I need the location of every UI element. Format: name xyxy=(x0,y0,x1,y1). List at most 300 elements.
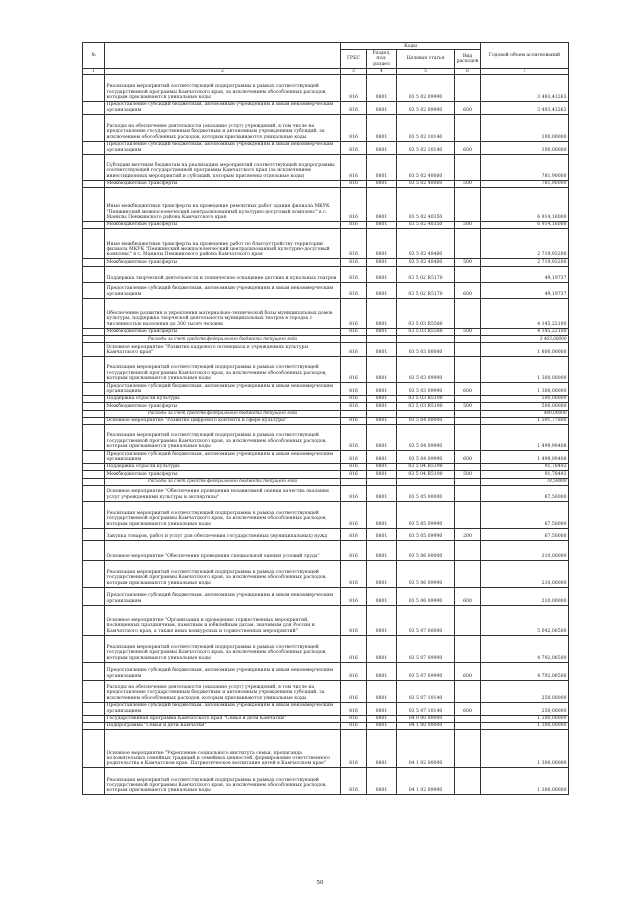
sum-cell: 3 463,00000 xyxy=(481,336,569,343)
grbs-cell: 816 xyxy=(341,187,367,221)
cs-cell xyxy=(397,478,455,485)
sum-cell: 781,90000 xyxy=(481,180,569,187)
vr-cell: 500 xyxy=(455,328,481,335)
vr-cell xyxy=(455,266,481,282)
cs-cell: 03 5 02 R5170 xyxy=(397,266,455,282)
page-number: 50 xyxy=(316,880,324,886)
num-cell xyxy=(83,417,105,424)
note-row xyxy=(83,336,569,343)
index-cell: 7 xyxy=(481,68,569,74)
table-row xyxy=(83,635,569,662)
sum-cell: 2 719,93200 xyxy=(481,229,569,259)
table-row xyxy=(83,768,569,795)
num-cell xyxy=(83,463,105,470)
table-row xyxy=(83,715,569,722)
name-cell: Иные межбюджетные трансферты на проведение работ по благоустройству территории филиала МКУК "Пенжинский межпоселенческий централизованный культурно-досуговый комплекс" в с. Манилы Пенжинского района Камчатского края xyxy=(105,229,341,259)
rz-cell: 0801 xyxy=(367,343,397,357)
header-grbs: ГРБС xyxy=(341,50,367,68)
table-row xyxy=(83,605,569,635)
grbs-cell: 816 xyxy=(341,101,367,114)
grbs-cell: 816 xyxy=(341,662,367,680)
table-row xyxy=(83,587,569,605)
table-row xyxy=(83,403,569,410)
rz-cell: 0801 xyxy=(367,141,397,154)
table-row xyxy=(83,154,569,180)
vr-cell xyxy=(455,154,481,180)
grbs-cell: 816 xyxy=(341,722,367,729)
grbs-cell: 816 xyxy=(341,141,367,154)
name-cell: Основное мероприятие "Развитие кадрового потенциала в учреждениях культуры Камчатского края" xyxy=(105,343,341,357)
table-row xyxy=(83,463,569,470)
rz-cell: 0801 xyxy=(367,395,397,402)
sum-cell: 210,00000 xyxy=(481,540,569,560)
table-row xyxy=(83,662,569,680)
name-cell: Субсидии местным бюджетам на реализацию мероприятий соответствующей подпрограммы соответствующей государственной программы Камчатского края (за исключением инвестиционных мероприятий и субсидий, которым присвоены отдельные коды) xyxy=(105,154,341,180)
num-cell xyxy=(83,662,105,680)
grbs-cell: 816 xyxy=(341,343,367,357)
sum-cell: 4 145,22100 xyxy=(481,328,569,335)
num-cell xyxy=(83,451,105,464)
sum-cell: 3 493,43263 xyxy=(481,101,569,114)
sum-cell: 781,90000 xyxy=(481,154,569,180)
name-cell: Обеспечение развития и укрепления материально-технической базы муниципальных домов культуры, поддержка творческой деятельности муниципальных театров в городах с численностью населения до 300 тысяч человек xyxy=(105,298,341,328)
name-cell: Поддержка отрасли культуры xyxy=(105,395,341,402)
cs-cell: 03 5 02 40060 xyxy=(397,180,455,187)
rz-cell: 0801 xyxy=(367,229,397,259)
rz-cell: 0801 xyxy=(367,425,397,451)
vr-cell xyxy=(455,605,481,635)
vr-cell: 600 xyxy=(455,101,481,114)
sum-cell: 1 300,00000 xyxy=(481,722,569,729)
cs-cell: 03 5 02 09990 xyxy=(397,101,455,114)
vr-cell xyxy=(455,560,481,587)
grbs-cell: 816 xyxy=(341,768,367,795)
sum-cell: 1 300,00000 xyxy=(481,715,569,722)
rz-cell: 0801 xyxy=(367,221,397,228)
vr-cell: 500 xyxy=(455,221,481,228)
cs-cell: 03 5 03 09990 xyxy=(397,383,455,396)
table-row xyxy=(83,540,569,560)
table-row xyxy=(83,680,569,702)
vr-cell xyxy=(455,715,481,722)
cs-cell: 03 5 02 10140 xyxy=(397,141,455,154)
rz-cell: 0801 xyxy=(367,74,397,101)
vr-cell xyxy=(455,357,481,383)
note-row xyxy=(83,410,569,417)
cs-cell xyxy=(397,336,455,343)
num-cell xyxy=(83,357,105,383)
grbs-cell: 816 xyxy=(341,298,367,328)
num-cell xyxy=(83,395,105,402)
cs-cell: 03 5 03 R5580 xyxy=(397,328,455,335)
name-cell: Расходы за счет средств федерального бюджета текущего года xyxy=(105,410,341,417)
num-cell xyxy=(83,485,105,501)
name-cell: Основное мероприятие "Организация и проведение торжественных мероприятий, посвященных праздничным, памятным и юбилейным датам, значимым для России и Камчатского края, а также иных конкурсных и торжественных мероприятий" xyxy=(105,605,341,635)
grbs-cell: 816 xyxy=(341,403,367,410)
grbs-cell: 816 xyxy=(341,417,367,424)
budget-table xyxy=(82,42,569,795)
num-cell xyxy=(83,722,105,729)
grbs-cell: 816 xyxy=(341,74,367,101)
cs-cell: 03 5 04 R5190 xyxy=(397,471,455,478)
rz-cell: 0801 xyxy=(367,730,397,768)
cs-cell: 03 5 07 09990 xyxy=(397,662,455,680)
rz-cell: 0801 xyxy=(367,266,397,282)
vr-cell: 200 xyxy=(455,528,481,540)
grbs-cell: 816 xyxy=(341,635,367,662)
sum-cell: 500,00000 xyxy=(481,403,569,410)
rz-cell xyxy=(367,478,397,485)
rz-cell: 0801 xyxy=(367,540,397,560)
sum-cell: 1 300,00000 xyxy=(481,730,569,768)
grbs-cell: 816 xyxy=(341,395,367,402)
cs-cell: 03 5 07 09990 xyxy=(397,635,455,662)
name-cell: Межбюджетные трансферты xyxy=(105,328,341,335)
cs-cell: 03 5 03 R5190 xyxy=(397,403,455,410)
sum-cell: 67,50000 xyxy=(481,528,569,540)
rz-cell xyxy=(367,336,397,343)
cs-cell: 03 5 02 40480 xyxy=(397,229,455,259)
cs-cell: 03 5 02 40480 xyxy=(397,259,455,266)
name-cell: Предоставление субсидий бюджетным, автономным учреждениям и иным некоммерческим организациям xyxy=(105,101,341,114)
cs-cell: 03 5 03 R5190 xyxy=(397,395,455,402)
name-cell: Предоставление субсидий бюджетным, автономным учреждениям и иным некоммерческим организациям xyxy=(105,141,341,154)
table-row xyxy=(83,298,569,328)
vr-cell xyxy=(455,336,481,343)
name-cell: Расходы на обеспечение деятельности (оказание услуг) учреждений, в том числе на предоставление государственным бюджетным и автономным учреждениям субсидий, за исключением обособленных расходов, которым присваиваются уникальные коды xyxy=(105,114,341,141)
sum-cell: 400,00000 xyxy=(481,410,569,417)
table-row xyxy=(83,180,569,187)
rz-cell: 0801 xyxy=(367,154,397,180)
sum-cell: 1 300,00000 xyxy=(481,357,569,383)
name-cell: Расходы за счет средств федерального бюджета текущего года xyxy=(105,336,341,343)
cs-cell xyxy=(397,410,455,417)
rz-cell: 0801 xyxy=(367,180,397,187)
name-cell: Предоставление субсидий бюджетным, автономным учреждениям и иным некоммерческим организациям xyxy=(105,383,341,396)
rz-cell: 0801 xyxy=(367,383,397,396)
table-row xyxy=(83,730,569,768)
rz-cell: 0801 xyxy=(367,357,397,383)
header-sum: Годовой объем ассигнований xyxy=(481,43,569,69)
cs-cell: 04 1 02 09990 xyxy=(397,768,455,795)
sum-cell: 91,78492 xyxy=(481,471,569,478)
sum-cell: 100,00000 xyxy=(481,141,569,154)
rz-cell: 0801 xyxy=(367,328,397,335)
cs-cell: 03 5 02 09990 xyxy=(397,74,455,101)
name-cell: Предоставление субсидий бюджетным, автономным учреждениям и иным некоммерческим организациям xyxy=(105,702,341,715)
index-cell: 1 xyxy=(83,68,105,74)
rz-cell: 0801 xyxy=(367,485,397,501)
table-row xyxy=(83,221,569,228)
cs-cell: 03 5 06 00000 xyxy=(397,540,455,560)
rz-cell: 0801 xyxy=(367,528,397,540)
cs-cell: 03 5 02 R5170 xyxy=(397,282,455,298)
vr-cell xyxy=(455,343,481,357)
vr-cell: 500 xyxy=(455,471,481,478)
name-cell: Поддержка творческой деятельности и техническое оснащение детских и кукольных театров xyxy=(105,266,341,282)
vr-cell: 600 xyxy=(455,451,481,464)
table-row xyxy=(83,74,569,101)
index-cell: 2 xyxy=(105,68,341,74)
table-row xyxy=(83,451,569,464)
num-cell xyxy=(83,702,105,715)
sum-cell: 500,00000 xyxy=(481,395,569,402)
name-cell: Основное мероприятие "Укрепление социального института семьи, пропаганда положительных семейных традиций и семейных ценностей, формирование ответственного родительства в Камчатском крае. Патриотическое воспитание детей в Камчатском крае" xyxy=(105,730,341,768)
cs-cell: 03 5 05 00000 xyxy=(397,485,455,501)
num-cell xyxy=(83,101,105,114)
name-cell: Межбюджетные трансферты xyxy=(105,180,341,187)
table-row xyxy=(83,528,569,540)
cs-cell: 03 5 06 09990 xyxy=(397,560,455,587)
name-cell: Расходы за счет средств федерального бюджета текущего года xyxy=(105,478,341,485)
num-cell xyxy=(83,715,105,722)
num-cell xyxy=(83,501,105,528)
cs-cell: 03 5 07 10140 xyxy=(397,702,455,715)
num-cell xyxy=(83,605,105,635)
num-cell xyxy=(83,560,105,587)
grbs-cell: 816 xyxy=(341,114,367,141)
grbs-cell: 816 xyxy=(341,259,367,266)
num-cell xyxy=(83,74,105,101)
grbs-cell: 816 xyxy=(341,357,367,383)
vr-cell: 600 xyxy=(455,282,481,298)
sum-cell: 2 719,93200 xyxy=(481,259,569,266)
cs-cell: 04 1 02 00000 xyxy=(397,730,455,768)
vr-cell xyxy=(455,187,481,221)
grbs-cell: 816 xyxy=(341,680,367,702)
vr-cell xyxy=(455,680,481,702)
grbs-cell: 816 xyxy=(341,154,367,180)
header-name xyxy=(105,43,341,69)
rz-cell: 0801 xyxy=(367,501,397,528)
cs-cell: 04 0 00 00000 xyxy=(397,715,455,722)
name-cell: Государственная программа Камчатского края "Семья и дети Камчатки" xyxy=(105,715,341,722)
cs-cell: 03 5 04 09990 xyxy=(397,425,455,451)
sum-cell: 3 493,43263 xyxy=(481,74,569,101)
cs-cell: 03 5 04 09990 xyxy=(397,451,455,464)
sum-cell: 210,00000 xyxy=(481,587,569,605)
vr-cell: 600 xyxy=(455,702,481,715)
name-cell: Межбюджетные трансферты xyxy=(105,403,341,410)
name-cell: Реализация мероприятий соответствующей подпрограммы в рамках соответствующей государственной программы Камчатского края, за исключением обособленных расходов, которым присваиваются уникальные коды xyxy=(105,74,341,101)
name-cell: Основное мероприятие "Обеспечение проведения специальной оценки условий труда" xyxy=(105,540,341,560)
name-cell: Закупка товаров, работ и услуг для обеспечения государственных (муниципальных) нужд xyxy=(105,528,341,540)
grbs-cell: 816 xyxy=(341,485,367,501)
rz-cell: 0801 xyxy=(367,451,397,464)
sum-cell: 1 499,99408 xyxy=(481,451,569,464)
num-cell xyxy=(83,383,105,396)
grbs-cell: 816 xyxy=(341,528,367,540)
rz-cell: 0801 xyxy=(367,560,397,587)
sum-cell: 49,19737 xyxy=(481,282,569,298)
header-rz: Раздел, под-раздел xyxy=(367,50,397,68)
vr-cell xyxy=(455,540,481,560)
rz-cell: 0801 xyxy=(367,768,397,795)
table-row xyxy=(83,101,569,114)
grbs-cell: 816 xyxy=(341,471,367,478)
num-cell xyxy=(83,471,105,478)
table-row xyxy=(83,383,569,396)
grbs-cell: 816 xyxy=(341,282,367,298)
cs-cell: 03 5 04 00000 xyxy=(397,417,455,424)
name-cell: Подпрограмма "Семья и дети Камчатки" xyxy=(105,722,341,729)
cs-cell: 04 1 00 00000 xyxy=(397,722,455,729)
sum-cell: 100,00000 xyxy=(481,114,569,141)
num-cell xyxy=(83,635,105,662)
sum-cell: 4 792,06500 xyxy=(481,635,569,662)
grbs-cell: 816 xyxy=(341,463,367,470)
name-cell: Основное мероприятие "Обеспечение проведения независимой оценки качества оказания услуг учреждениями культуры и экспертизы" xyxy=(105,485,341,501)
table-row xyxy=(83,395,569,402)
grbs-cell: 816 xyxy=(341,425,367,451)
num-cell xyxy=(83,259,105,266)
rz-cell: 0801 xyxy=(367,702,397,715)
vr-cell xyxy=(455,485,481,501)
vr-cell xyxy=(455,410,481,417)
grbs-cell xyxy=(341,410,367,417)
header-cs: Целевая статья xyxy=(397,50,455,68)
grbs-cell: 816 xyxy=(341,180,367,187)
rz-cell: 0801 xyxy=(367,680,397,702)
num-cell xyxy=(83,403,105,410)
grbs-cell: 816 xyxy=(341,328,367,335)
rz-cell: 0801 xyxy=(367,662,397,680)
rz-cell: 0801 xyxy=(367,715,397,722)
vr-cell: 600 xyxy=(455,141,481,154)
header-codes: Коды xyxy=(341,43,481,50)
num-cell xyxy=(83,587,105,605)
num-cell xyxy=(83,425,105,451)
sum-cell: 1 591,77800 xyxy=(481,417,569,424)
note-row xyxy=(83,478,569,485)
vr-cell xyxy=(455,478,481,485)
table-row xyxy=(83,229,569,259)
num-cell xyxy=(83,114,105,141)
vr-cell: 500 xyxy=(455,403,481,410)
cs-cell: 03 5 07 10140 xyxy=(397,680,455,702)
index-cell: 5 xyxy=(397,68,455,74)
sum-cell: 1 800,00000 xyxy=(481,343,569,357)
table-row xyxy=(83,259,569,266)
grbs-cell: 816 xyxy=(341,229,367,259)
name-cell: Предоставление субсидий бюджетным, автономным учреждениям и иным некоммерческим организациям xyxy=(105,282,341,298)
grbs-cell: 816 xyxy=(341,702,367,715)
table-row xyxy=(83,501,569,528)
vr-cell xyxy=(455,768,481,795)
index-cell: 3 xyxy=(341,68,367,74)
vr-cell xyxy=(455,417,481,424)
num-cell xyxy=(83,328,105,335)
rz-cell: 0801 xyxy=(367,187,397,221)
num-cell xyxy=(83,528,105,540)
vr-cell: 600 xyxy=(455,587,481,605)
num-cell xyxy=(83,141,105,154)
sum-cell: 49,19737 xyxy=(481,266,569,282)
num-cell xyxy=(83,768,105,795)
vr-cell xyxy=(455,114,481,141)
num-cell xyxy=(83,540,105,560)
grbs-cell: 816 xyxy=(341,715,367,722)
cs-cell: 03 5 02 40350 xyxy=(397,187,455,221)
header-vr: Вид расходов xyxy=(455,50,481,68)
num-cell xyxy=(83,336,105,343)
num-cell xyxy=(83,282,105,298)
cs-cell: 03 5 03 00000 xyxy=(397,343,455,357)
name-cell: Предоставление субсидий бюджетным, автономным учреждениям и иным некоммерческим организациям xyxy=(105,451,341,464)
index-cell: 4 xyxy=(367,68,397,74)
num-cell xyxy=(83,730,105,768)
sum-cell: 250,00000 xyxy=(481,680,569,702)
vr-cell xyxy=(455,501,481,528)
num-cell xyxy=(83,266,105,282)
num-cell xyxy=(83,343,105,357)
table-row xyxy=(83,357,569,383)
grbs-cell: 816 xyxy=(341,221,367,228)
name-cell: Предоставление субсидий бюджетным, автономным учреждениям и иным некоммерческим организациям xyxy=(105,587,341,605)
grbs-cell xyxy=(341,478,367,485)
sum-cell: 5 042,06500 xyxy=(481,605,569,635)
rz-cell: 0801 xyxy=(367,722,397,729)
table-row xyxy=(83,343,569,357)
rz-cell xyxy=(367,410,397,417)
table-row xyxy=(83,187,569,221)
header-num: № xyxy=(83,43,105,69)
cs-cell: 03 5 02 10140 xyxy=(397,114,455,141)
cs-cell: 03 5 05 09990 xyxy=(397,501,455,528)
name-cell: Реализация мероприятий соответствующей подпрограммы в рамках соответствующей государственной программы Камчатского края, за исключением обособленных расходов, которым присваиваются уникальные коды xyxy=(105,635,341,662)
vr-cell: 600 xyxy=(455,383,481,396)
grbs-cell: 816 xyxy=(341,587,367,605)
grbs-cell: 816 xyxy=(341,451,367,464)
table-body xyxy=(83,74,569,794)
sum-cell: 91,78492 xyxy=(481,463,569,470)
cs-cell: 03 5 06 09990 xyxy=(397,587,455,605)
sum-cell: 4 792,06500 xyxy=(481,662,569,680)
table-row xyxy=(83,485,569,501)
cs-cell: 03 5 05 09990 xyxy=(397,528,455,540)
num-cell xyxy=(83,680,105,702)
vr-cell xyxy=(455,722,481,729)
name-cell: Реализация мероприятий соответствующей подпрограммы в рамках соответствующей государственной программы Камчатского края, за исключением обособленных расходов, которым присваиваются уникальные коды xyxy=(105,560,341,587)
table-row xyxy=(83,141,569,154)
rz-cell: 0801 xyxy=(367,417,397,424)
index-cell: 6 xyxy=(455,68,481,74)
rz-cell: 0801 xyxy=(367,605,397,635)
name-cell: Межбюджетные трансферты xyxy=(105,471,341,478)
sum-cell: 78,50000 xyxy=(481,478,569,485)
grbs-cell: 816 xyxy=(341,560,367,587)
name-cell: Предоставление субсидий бюджетным, автономным учреждениям и иным некоммерческим организациям xyxy=(105,662,341,680)
sum-cell: 6 914,16000 xyxy=(481,187,569,221)
num-cell xyxy=(83,180,105,187)
rz-cell: 0801 xyxy=(367,298,397,328)
num-cell xyxy=(83,298,105,328)
grbs-cell: 816 xyxy=(341,501,367,528)
table-row xyxy=(83,425,569,451)
cs-cell: 03 5 07 00000 xyxy=(397,605,455,635)
table-row xyxy=(83,560,569,587)
sum-cell: 210,00000 xyxy=(481,560,569,587)
sum-cell: 67,50000 xyxy=(481,485,569,501)
cs-cell: 03 5 02 40060 xyxy=(397,154,455,180)
table-row xyxy=(83,114,569,141)
cs-cell: 03 5 03 R5580 xyxy=(397,298,455,328)
table-row xyxy=(83,702,569,715)
sum-cell: 1 300,00000 xyxy=(481,768,569,795)
num-cell xyxy=(83,221,105,228)
vr-cell xyxy=(455,463,481,470)
name-cell: Реализация мероприятий соответствующей подпрограммы в рамках соответствующей государственной программы Камчатского края, за исключением обособленных расходов, которым присваиваются уникальные коды xyxy=(105,501,341,528)
